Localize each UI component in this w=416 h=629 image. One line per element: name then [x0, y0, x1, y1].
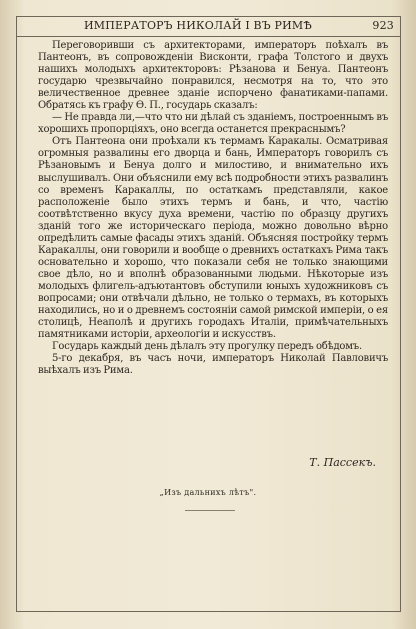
- source-citation: „Изъ дальнихъ лѣтъ".: [159, 488, 257, 497]
- header-rule: [16, 36, 401, 37]
- paragraph: Государь каждый день дѣлалъ эту прогулку передъ обѣдомъ.: [52, 341, 362, 353]
- running-header: [24, 19, 396, 35]
- author-signature: Т. Пассекъ.: [309, 456, 376, 469]
- paragraph: Отъ Пантеона они проѣхали къ термамъ Каракалы. Осматривая огромныя развалины его дворца и бань, Императоръ говорилъ съ Рѣзановымъ и Бенуа долго и милостиво, и внимательно ихъ выслушивалъ. Они объяснили ему всѣ подробности этихъ развалинъ со временъ Каракаллы, по остаткамъ представляли, какое расположеніе было этихъ термъ и бань, и что, частію соотвѣтственно вкусу духа времени, частію по образцу другихъ зданій того же историческаго періода, можно довольно вѣрно опредѣлить самые фасады этихъ зданій. Объясняя постройку термъ Каракаллы, они говорили и вообще о древнихъ остаткахъ Рима такъ основательно и хорошо, что показали себя не только знающими свое дѣло, но и вполнѣ образованными людьми. Нѣкоторые изъ молодыхъ флигель-адъютантовъ обступили юныхъ художниковъ съ вопросами; они отвѣчали дѣльно, не только о термахъ, въ которыхъ находились, но и о древнемъ состояніи самой римской имперіи, о ея столицѣ, Неаполѣ и другихъ городахъ Италіи, примѣчательныхъ памятниками исторіи, археологіи и искусствъ.: [38, 136, 388, 341]
- page-number: 923: [372, 19, 394, 32]
- header-title: ИМПЕРАТОРЪ НИКОЛАЙ I ВЪ РИМѢ: [84, 19, 312, 32]
- main-text: [38, 40, 388, 377]
- closing-rule: [185, 510, 235, 511]
- paragraph: 5-го декабря, въ часъ ночи, императоръ Николай Павловичъ выѣхалъ изъ Рима.: [38, 353, 388, 377]
- paragraph: Переговоривши съ архитекторами, императоръ поѣхалъ въ Пантеонъ, въ сопровожденіи Висконти, графа Толстого и двухъ нашихъ молодыхъ архитекторовъ: Рѣзанова и Бенуа. Пантеонъ государю чрезвычайно понравился, несмотря на то, что это величественное древнее зданіе испорчено фанатиками-папами. Обратясь къ графу Ѳ. П., государь сказалъ:: [38, 40, 388, 112]
- paragraph-quote: — Не правда ли,—что что ни дѣлай съ зданіемъ, построеннымъ въ хорошихъ пропорціяхъ, оно всегда останется прекраснымъ?: [38, 112, 388, 136]
